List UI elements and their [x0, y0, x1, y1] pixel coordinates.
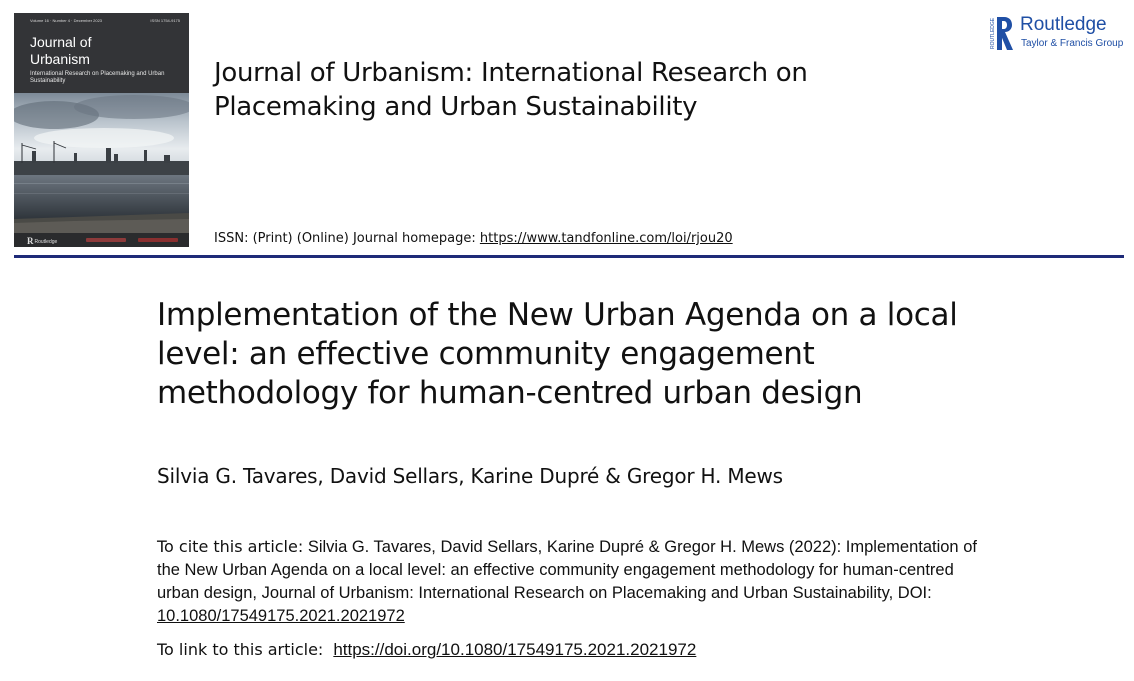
issn-text: ISSN: (Print) (Online) Journal homepage:: [214, 231, 480, 246]
article-link-line: [157, 640, 696, 660]
cover-subtitle: International Research on Placemaking and Urban Sustainability: [30, 71, 165, 84]
article-title: Implementation of the New Urban Agenda on a local level: an effective community engagement methodology for human-centred urban design: [157, 297, 958, 411]
article-link-label: To link to this article:: [157, 640, 324, 659]
publisher-group: Taylor & Francis Group: [1021, 38, 1124, 49]
header-divider: [14, 255, 1124, 258]
cover-footer: [14, 233, 189, 247]
journal-cover: [14, 13, 189, 247]
issn-homepage-line: [214, 231, 733, 246]
citation-label: To cite this article:: [157, 537, 304, 556]
cover-issn: ISSN 1754-9175: [150, 18, 180, 23]
cover-volume-info: Volume 16 · Number 4 · December 2023: [30, 18, 103, 23]
cover-title-line2: Urbanism: [30, 51, 90, 67]
cover-footer-partner-logo: [138, 238, 178, 242]
cover-photo: [14, 93, 189, 233]
citation-block: [157, 535, 977, 628]
cover-meta: [30, 18, 180, 23]
cover-title-line1: Journal of: [30, 34, 92, 50]
cover-footer-logo: RRoutledge: [27, 236, 58, 246]
article-authors: Silvia G. Tavares, David Sellars, Karine Dupré & Gregor H. Mews: [157, 464, 783, 488]
doi-link[interactable]: 10.1080/17549175.2021.2021972: [157, 607, 405, 625]
journal-title: Journal of Urbanism: International Research on Placemaking and Urban Sustainability: [214, 58, 808, 122]
svg-text:ROUTLEDGE: ROUTLEDGE: [990, 17, 996, 49]
publisher-logo: [988, 12, 1128, 54]
cover-footer-partner-logo: [86, 238, 126, 242]
routledge-r-icon: [988, 14, 1016, 52]
article-doi-url-link[interactable]: https://doi.org/10.1080/17549175.2021.2021972: [333, 640, 697, 659]
publisher-name: Routledge: [1020, 14, 1107, 35]
cover-title: [30, 34, 180, 68]
citation-text: Silvia G. Tavares, David Sellars, Karine Dupré & Gregor H. Mews (2022): Implementation of the New Urban Agenda on a local level: an effective community engagement methodology for human-centred urban design, Journal of Urbanism: International Research on Placemaking and Urban Sustainability, DOI:: [157, 538, 977, 602]
journal-homepage-link[interactable]: https://www.tandfonline.com/loi/rjou20: [479, 231, 733, 246]
